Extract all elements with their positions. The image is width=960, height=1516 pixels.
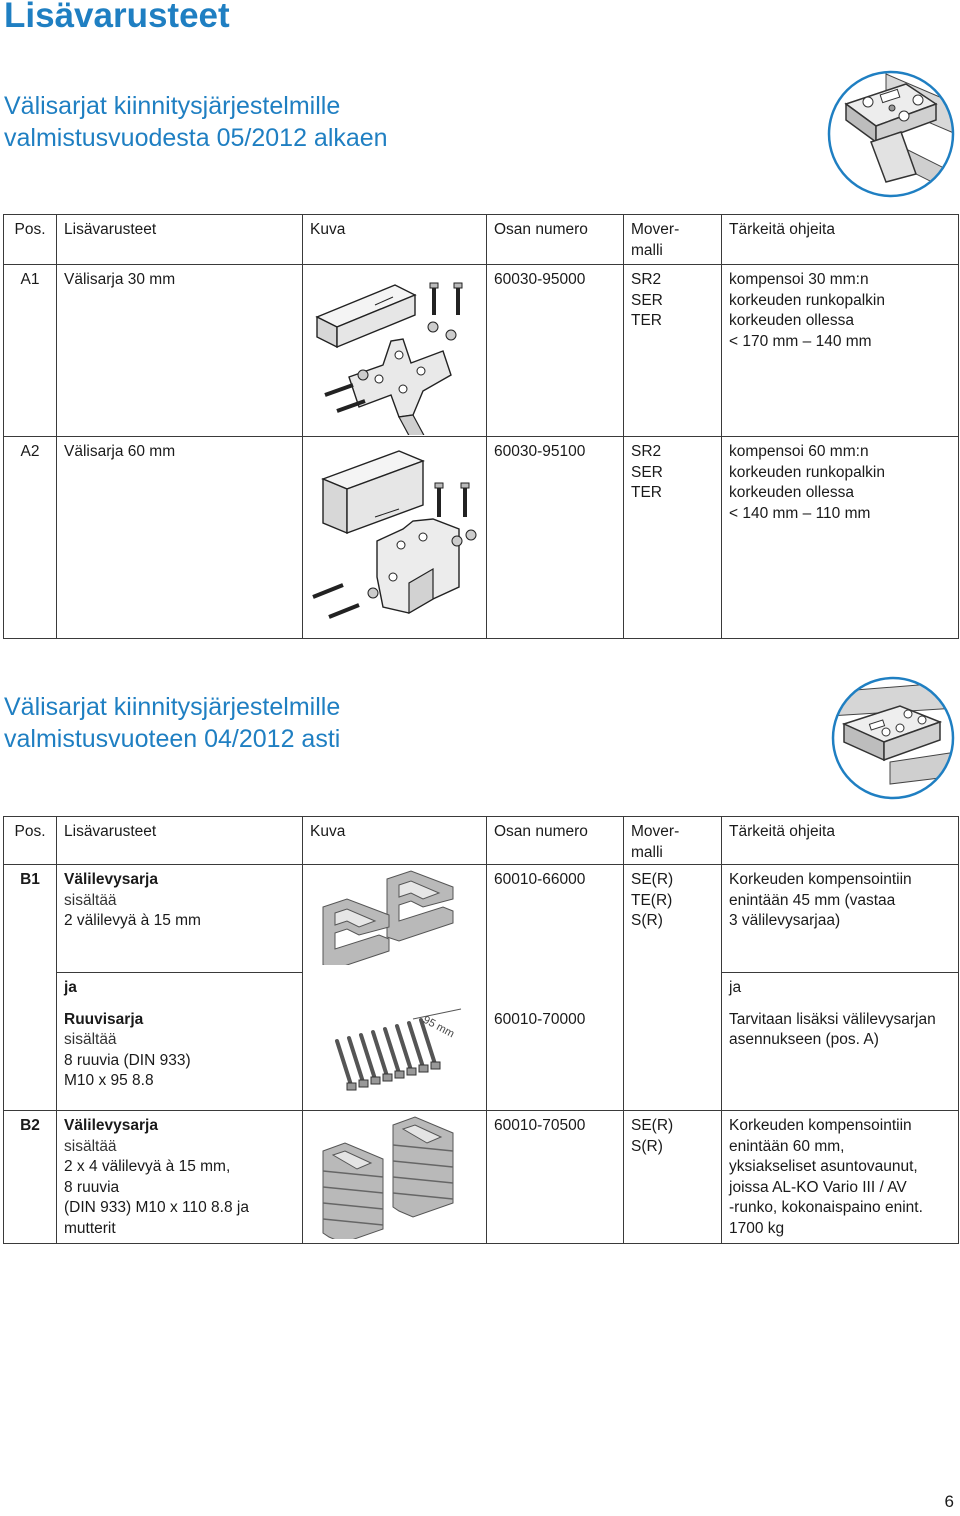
accessory-desc-line: sisältää (64, 1031, 117, 1048)
ja-label: ja (64, 979, 77, 996)
header-image: Kuva (303, 215, 487, 265)
row-notes (722, 265, 959, 437)
row-pos-label: B1 (20, 871, 40, 888)
model-item: TER (631, 312, 662, 329)
header-pos: Pos. (4, 817, 57, 865)
row-pos-label: B2 (20, 1117, 40, 1134)
row-part-number: 60010-70500 (487, 1111, 624, 1244)
header-accessory: Lisävarusteet (57, 215, 303, 265)
note-line: -runko, kokonaispaino enint. (729, 1199, 923, 1216)
header-mover-line2: malli (631, 241, 663, 259)
coupling-mounting-circle-icon (826, 64, 956, 204)
row-accessory-name (57, 1005, 303, 1111)
accessory-desc-line: mutterit (64, 1219, 116, 1237)
row-notes (722, 437, 959, 639)
header-mover-line1: Mover- (631, 823, 680, 840)
model-item: TER (631, 484, 662, 501)
header-mover-line1: Mover- (631, 221, 680, 238)
section1-title-line2: valmistusvuodesta 05/2012 alkaen (4, 124, 388, 152)
table-header-row (4, 215, 959, 265)
note-line: enintään 60 mm, (729, 1137, 845, 1155)
accessory-desc-line: 8 ruuvia (DIN 933) (64, 1051, 191, 1069)
table-row (4, 1111, 959, 1244)
row-accessory-name (57, 865, 303, 973)
row-accessory-name: Välisarja 30 mm (57, 265, 303, 437)
page-number: 6 (944, 1492, 954, 1511)
row-part-number: 60030-95100 (487, 437, 624, 639)
spacer-plates-icon (303, 865, 486, 965)
spacer-plate-stack-icon (303, 1111, 486, 1239)
table-row (4, 1005, 959, 1111)
model-item: SER (631, 463, 663, 481)
spacer-kits-table-until-2012 (3, 816, 959, 1244)
note-line: korkeuden ollessa (729, 312, 854, 329)
model-item: TE(R) (631, 891, 673, 909)
row-notes (722, 1005, 959, 1111)
note-line: asennukseen (pos. A) (729, 1031, 879, 1048)
row-models (624, 865, 722, 1111)
row-models (624, 437, 722, 639)
note-line: Korkeuden kompensointiin (729, 871, 912, 888)
ja-right: ja (722, 973, 959, 1005)
table-row (4, 865, 959, 973)
table-row (4, 265, 959, 437)
header-part-number: Osan numero (487, 215, 624, 265)
accessory-desc-line: M10 x 95 8.8 (64, 1072, 154, 1089)
page-title: Lisävarusteet (4, 0, 230, 35)
coupling-mounting-circle-icon (830, 672, 956, 804)
note-line: korkeuden runkopalkin (729, 463, 885, 481)
accessory-desc-line: (DIN 933) M10 x 110 8.8 ja (64, 1199, 249, 1216)
table-row-ja (4, 973, 959, 1005)
model-item: S(R) (631, 1137, 663, 1155)
model-item: SR2 (631, 271, 662, 288)
note-line: Korkeuden kompensointiin (729, 1117, 912, 1134)
row-image (303, 265, 487, 437)
accessory-name: Välilevysarja (64, 871, 158, 888)
note-line: kompensoi 60 mm:n (729, 443, 869, 460)
row-image (303, 437, 487, 639)
row-part-number: 60030-95000 (487, 265, 624, 437)
section2-title (4, 691, 340, 755)
header-pos: Pos. (4, 215, 57, 265)
section2-title-line1: Välisarjat kiinnitysjärjestelmille (4, 693, 341, 721)
row-accessory-name: Välisarja 60 mm (57, 437, 303, 639)
header-notes: Tärkeitä ohjeita (722, 215, 959, 265)
ja-left (57, 973, 303, 1005)
accessory-desc-line: 8 ruuvia (64, 1178, 120, 1196)
header-mover-model (624, 817, 722, 865)
empty-part-cell (487, 973, 624, 1005)
header-mover-line2: malli (631, 843, 663, 861)
row-notes (722, 865, 959, 973)
accessory-desc-line: sisältää (64, 1137, 117, 1155)
model-item: SR2 (631, 443, 662, 460)
spacer-kits-table-2012-onwards (3, 214, 959, 639)
row-pos (4, 865, 57, 1111)
note-line: korkeuden ollessa (729, 484, 854, 501)
note-line: korkeuden runkopalkin (729, 291, 885, 309)
spacer-kit-30mm-icon (303, 265, 486, 435)
model-item: SER (631, 291, 663, 309)
row-models (624, 265, 722, 437)
row-pos: A1 (4, 265, 57, 437)
note-line: yksiakseliset asuntovaunut, (729, 1158, 918, 1175)
row-part-number: 60010-70000 (487, 1005, 624, 1111)
header-notes: Tärkeitä ohjeita (722, 817, 959, 865)
screw-length-label: 95 mm (420, 1013, 457, 1040)
accessory-desc-line: 2 x 4 välilevyä à 15 mm, (64, 1158, 231, 1175)
model-item: S(R) (631, 912, 663, 929)
header-image: Kuva (303, 817, 487, 865)
row-pos (4, 1111, 57, 1244)
row-accessory-name (57, 1111, 303, 1244)
accessory-desc-line: 2 välilevyä à 15 mm (64, 912, 201, 929)
header-accessory: Lisävarusteet (57, 817, 303, 865)
note-line: 3 välilevysarjaa) (729, 912, 841, 929)
row-pos: A2 (4, 437, 57, 639)
row-image (303, 1005, 487, 1111)
note-line: Tarvitaan lisäksi välilevysarjan (729, 1010, 936, 1028)
accessory-desc-line: sisältää (64, 891, 117, 909)
note-line: < 170 mm – 140 mm (729, 332, 872, 350)
note-line: kompensoi 30 mm:n (729, 271, 869, 288)
empty-image-cell (303, 973, 487, 1005)
table-row (4, 437, 959, 639)
row-image (303, 1111, 487, 1244)
row-models (624, 1111, 722, 1244)
table-header-row (4, 817, 959, 865)
section1-title-line1: Välisarjat kiinnitysjärjestelmille (4, 92, 341, 120)
note-line: joissa AL-KO Vario III / AV (729, 1178, 907, 1196)
row-image (303, 865, 487, 973)
section2-title-line2: valmistusvuoteen 04/2012 asti (4, 725, 341, 753)
row-notes (722, 1111, 959, 1244)
model-item: SE(R) (631, 871, 674, 888)
spacer-kit-60mm-icon (303, 437, 486, 637)
note-line: 1700 kg (729, 1219, 785, 1237)
section1-title (4, 90, 388, 154)
note-line: enintään 45 mm (vastaa (729, 891, 896, 909)
accessory-name: Ruuvisarja (64, 1010, 144, 1028)
accessory-name: Välilevysarja (64, 1117, 158, 1134)
model-item: SE(R) (631, 1117, 674, 1134)
note-line: < 140 mm – 110 mm (729, 504, 871, 522)
screws-icon (303, 1005, 486, 1105)
header-mover-model (624, 215, 722, 265)
header-part-number: Osan numero (487, 817, 624, 865)
row-part-number: 60010-66000 (487, 865, 624, 973)
